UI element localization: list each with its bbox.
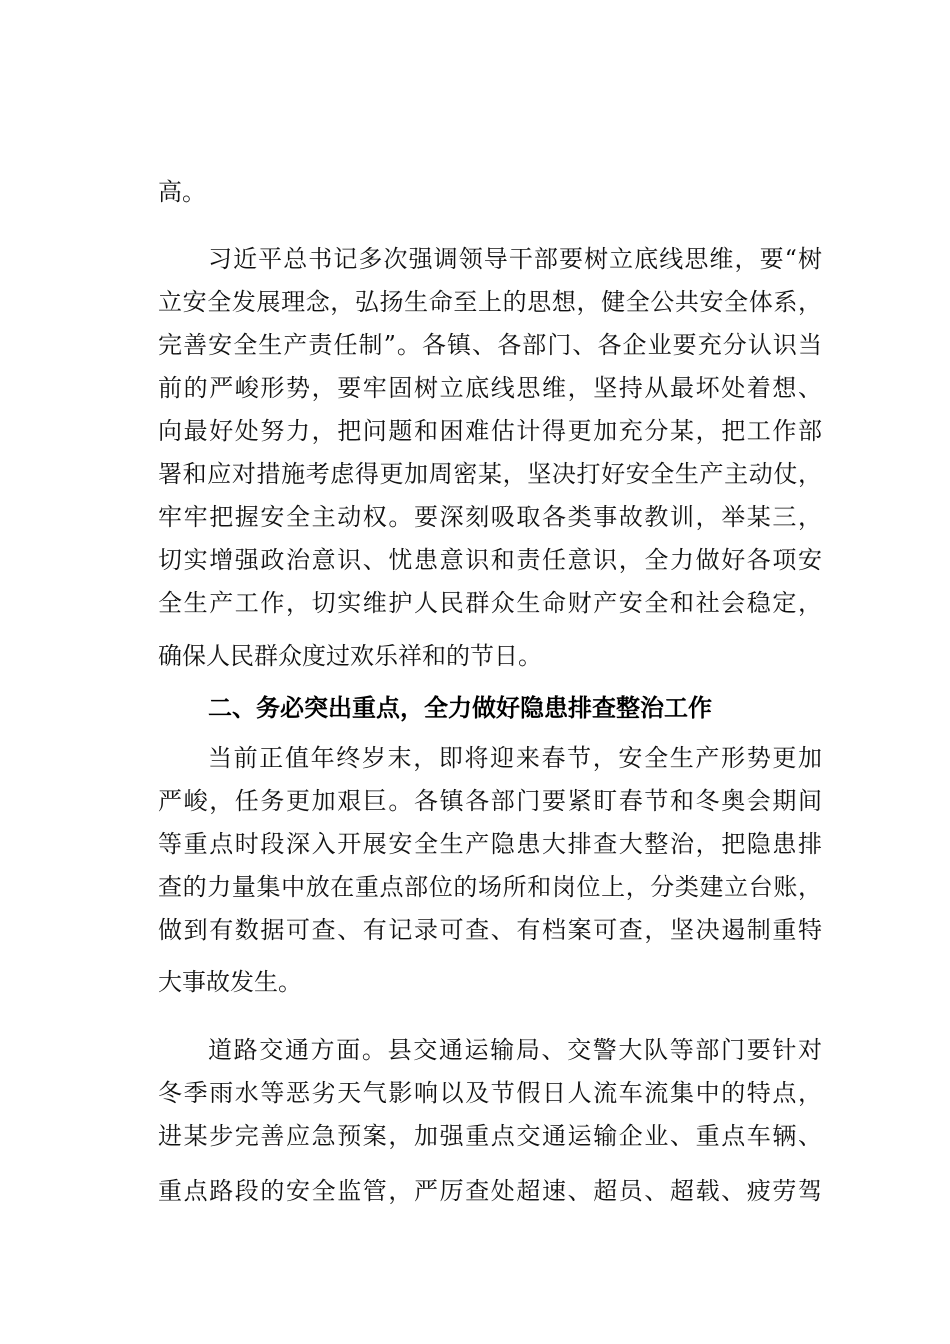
paragraph-3-line-4: 重点路段的安全监管，严厉查处超速、超员、超载、疲劳驾: [158, 1177, 822, 1205]
paragraph-2-line-5: 做到有数据可查、有记录可查、有档案可查，坚决遏制重特: [158, 916, 822, 944]
paragraph-3-line-2: 冬季雨水等恶劣天气影响以及节假日人流车流集中的特点，: [158, 1079, 822, 1107]
paragraph-2-line-2: 严峻，任务更加艰巨。各镇各部门要紧盯春节和冬奥会期间: [158, 787, 822, 815]
paragraph-3-line-1: 道路交通方面。县交通运输局、交警大队等部门要针对: [208, 1036, 822, 1064]
paragraph-2-line-6: 大事故发生。: [158, 968, 302, 996]
paragraph-1-line-7: 牢牢把握安全主动权。要深刻吸取各类事故教训，举某三，: [158, 503, 822, 531]
paragraph-1-line-8: 切实增强政治意识、忧患意识和责任意识，全力做好各项安: [158, 546, 822, 574]
paragraph-1-line-3: 完善安全生产责任制”。各镇、各部门、各企业要充分认识当: [158, 331, 822, 359]
section-heading: 二、务必突出重点，全力做好隐患排查整治工作: [208, 694, 712, 722]
paragraph-2-line-3: 等重点时段深入开展安全生产隐患大排查大整治，把隐患排: [158, 830, 822, 858]
paragraph-2-line-4: 查的力量集中放在重点部位的场所和岗位上，分类建立台账，: [158, 873, 822, 901]
paragraph-1-line-5: 向最好处努力，把问题和困难估计得更加充分某，把工作部: [158, 417, 822, 445]
paragraph-2-line-1: 当前正值年终岁末，即将迎来春节，安全生产形势更加: [208, 744, 822, 772]
paragraph-1-line-2: 立安全发展理念，弘扬生命至上的思想，健全公共安全体系，: [158, 288, 822, 316]
paragraph-1-line-1: 习近平总书记多次强调领导干部要树立底线思维，要“树: [208, 245, 822, 273]
paragraph-1-line-6: 署和应对措施考虑得更加周密某，坚决打好安全生产主动仗，: [158, 460, 822, 488]
paragraph-1-line-4: 前的严峻形势，要牢固树立底线思维，坚持从最坏处着想、: [158, 374, 822, 402]
paragraph-1-line-10: 确保人民群众度过欢乐祥和的节日。: [158, 642, 542, 670]
paragraph-3-line-3: 进某步完善应急预案，加强重点交通运输企业、重点车辆、: [158, 1122, 822, 1150]
paragraph-continuation-line: 高。: [158, 178, 206, 206]
paragraph-1-line-9: 全生产工作，切实维护人民群众生命财产安全和社会稳定，: [158, 589, 822, 617]
